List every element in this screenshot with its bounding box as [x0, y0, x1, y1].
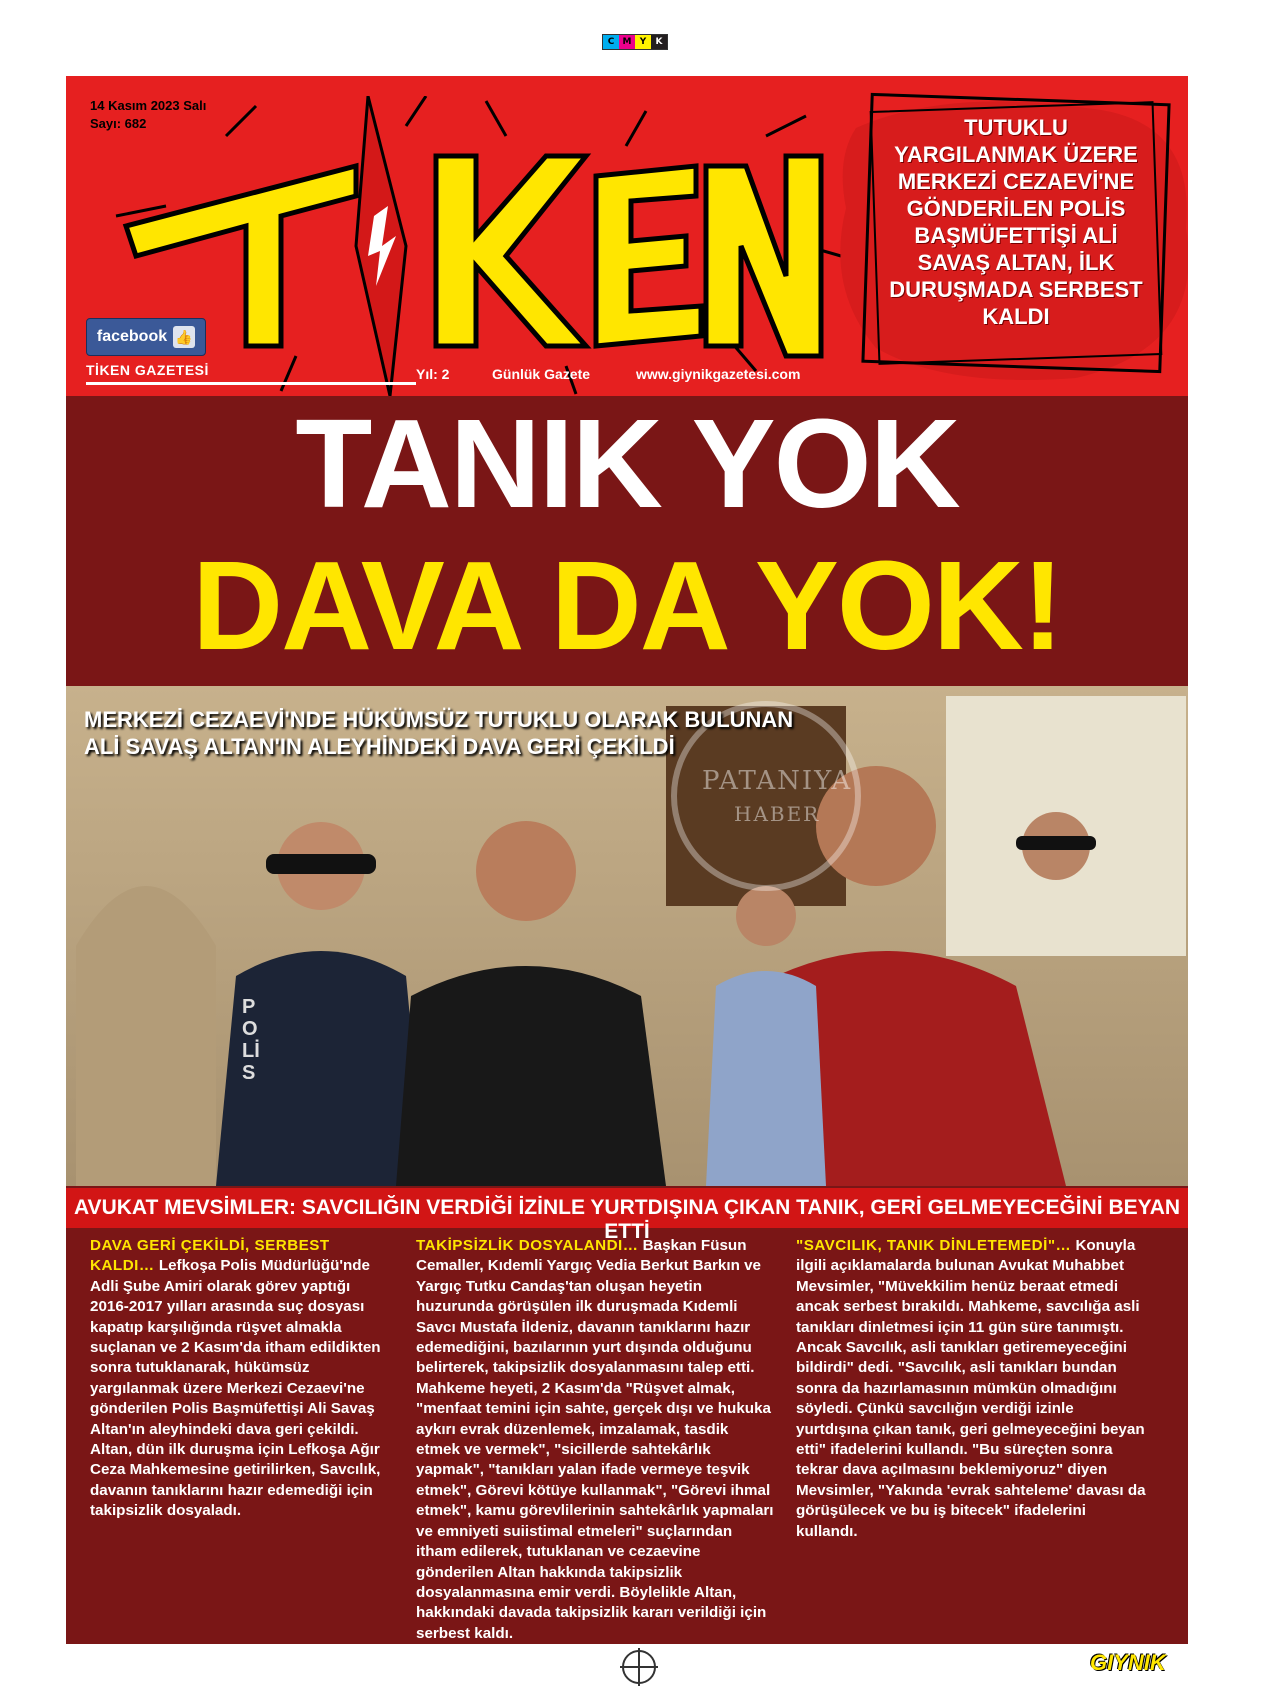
column-2-body: Başkan Füsun Cemaller, Kıdemli Yargıç Vedia Berkut Barkın ve Yargıç Tutku Candaş'tan oluşan heyetin huzurunda görüşülen ilk duruşmada Kıdemli Savcı Mustafa İldeniz, davanın tanıklarını hazır edemediğini, bazılarının yurt dışında olduğunu belirterek, takipsizlik dosyalanmasını talep etti. Mahkeme heyeti, 2 Kasım'da "Rüşvet almak, "menfaat temini için sahte, gerçek dışı ve hukuka aykırı evrak düzenlemek, imzalamak, tasdik etmek ve vermek", "sicillerde sahtekârlık yapmak", "tanıkları yalan ifade vermeye teşvik etmek", Görevi kötüye kullanmak", "Görevi ihmal etmek", kamu görevlilerinin sahtekârlık yapmaları ve emniyeti suiistimal etmeleri" suçlarından itham edilerek, tutuklanan ve cezaevine gönderilen Altan hakkında takipsizlik dosyalanmasına emir verdi. Böylelikle Altan, hakkındaki davada takipsizlik kararı verildiği için serbest kaldı. [416, 1237, 774, 1642]
thumbs-up-icon: 👍 [173, 326, 195, 348]
watermark-subtitle: HABER [734, 802, 821, 826]
article-column-2 [416, 1236, 776, 1644]
side-story-text: TUTUKLU YARGILANMAK ÜZERE MERKEZİ CEZAEVİ'NE GÖNDERİLEN POLİS BAŞMÜFETTİŞİ ALİ SAVAŞ ALTAN, İLK DURUŞMADA SERBEST KALDI [889, 115, 1143, 329]
tiken-logo [106, 96, 846, 396]
article-column-3 [796, 1236, 1146, 1542]
front-page [66, 76, 1188, 1644]
side-story-box [866, 98, 1166, 368]
publication-year: Yıl: 2 [416, 366, 450, 382]
facebook-button[interactable] [86, 318, 206, 356]
news-photo [66, 686, 1188, 1186]
column-1-body: Lefkoşa Polis Müdürlüğü'nde Adli Şube Amiri olarak görev yaptığı 2016-2017 yılları arasında suç dosyası kapatıp karşılığında rüşvet almakla suçlanan ve 2 Kasım'da itham edildikten sonra tutuklanarak, hükümsüz yargılanmak üzere Merkezi Cezaevi'ne gönderilen Polis Başmüfettişi Ali Savaş Altan'ın aleyhindeki dava geri çekildi. Altan, dün ilk duruşma için Lefkoşa Ağır Ceza Mahkemesine getirilirken, Savcılık, davanın tanıklarını hazır edemediği için takipsizlik dosyaladı. [90, 1257, 381, 1520]
headline-line-2: DAVA DA YOK! [192, 535, 1062, 676]
deck-line-2: ALİ SAVAŞ ALTAN'IN ALEYHİNDEKİ DAVA GERİ ÇEKİLDİ [84, 734, 675, 759]
watermark-name: PATANIYA [702, 766, 853, 796]
article-columns [66, 1236, 1188, 1642]
cmyk-magenta: M [619, 35, 635, 49]
courthouse-photo-illustration [66, 686, 1188, 1186]
cmyk-black: K [651, 35, 667, 49]
facebook-label: facebook [96, 328, 168, 345]
column-3-body: Konuyla ilgili açıklamalarda bulunan Avukat Muhabbet Mevsimler, "Müvekkilim henüz beraat etmedi ancak serbest bırakıldı. Mahkeme, savcılığa asli tanıkları dinletmesi için 11 gün süre tanımıştı. Ancak Savcılık, asli tanıkları getiremeyeceğini bildirdi" dedi. "Savcılık, asli tanıkları bundan sonra da hazırlamasının mümkün olmadığını söyledi. Çünkü savcılığın verdiği izinle yurtdışına çıkan tanık, geri gelmeyeceğini beyan etti" ifadelerini kullandı. "Bu süreçten sonra tekrar dava açılmasını beklemiyoruz" diyen Mevsimler, "Yakında 'evrak sahteleme' davası da görüşülecek ve bu iş bitecek" ifadelerini kullandı. [796, 1237, 1146, 1540]
cmyk-color-marks [602, 34, 668, 50]
deck-line-1: MERKEZİ CEZAEVİ'NDE HÜKÜMSÜZ TUTUKLU OLARAK BULUNAN [84, 707, 794, 732]
facebook-page-name: TİKEN GAZETESİ [86, 362, 209, 378]
registration-mark-icon [622, 1650, 656, 1684]
masthead [66, 76, 1188, 396]
column-2-lead: TAKİPSİZLİK DOSYALANDI… [416, 1237, 639, 1254]
issue-date: 14 Kasım 2023 Salı [90, 98, 207, 113]
column-1-lead: DAVA GERİ ÇEKİLDİ, SERBEST KALDI… [90, 1237, 330, 1275]
issue-number: Sayı: 682 [90, 116, 147, 131]
article-column-1 [90, 1236, 390, 1522]
deck-text [84, 706, 793, 760]
headline-line-1: TANIK YOK [295, 393, 959, 534]
publication-type: Günlük Gazete [492, 366, 591, 382]
column-3-lead: "SAVCILIK, TANIK DİNLETEMEDİ"… [796, 1237, 1072, 1254]
divider-line [86, 382, 416, 385]
website-link[interactable]: www.giynikgazetesi.com [636, 366, 801, 382]
cmyk-cyan: C [603, 35, 619, 49]
footer-brand-logo: GIYNIK [1090, 1650, 1166, 1675]
subhead-text: AVUKAT MEVSİMLER: SAVCILIĞIN VERDİĞİ İZİNLE YURTDIŞINA ÇIKAN TANIK, GERİ GELMEYECEĞİNİ BEYAN ETTİ [73, 1196, 1181, 1243]
cmyk-yellow: Y [635, 35, 651, 49]
police-vest-text: POLİS [242, 996, 260, 1084]
